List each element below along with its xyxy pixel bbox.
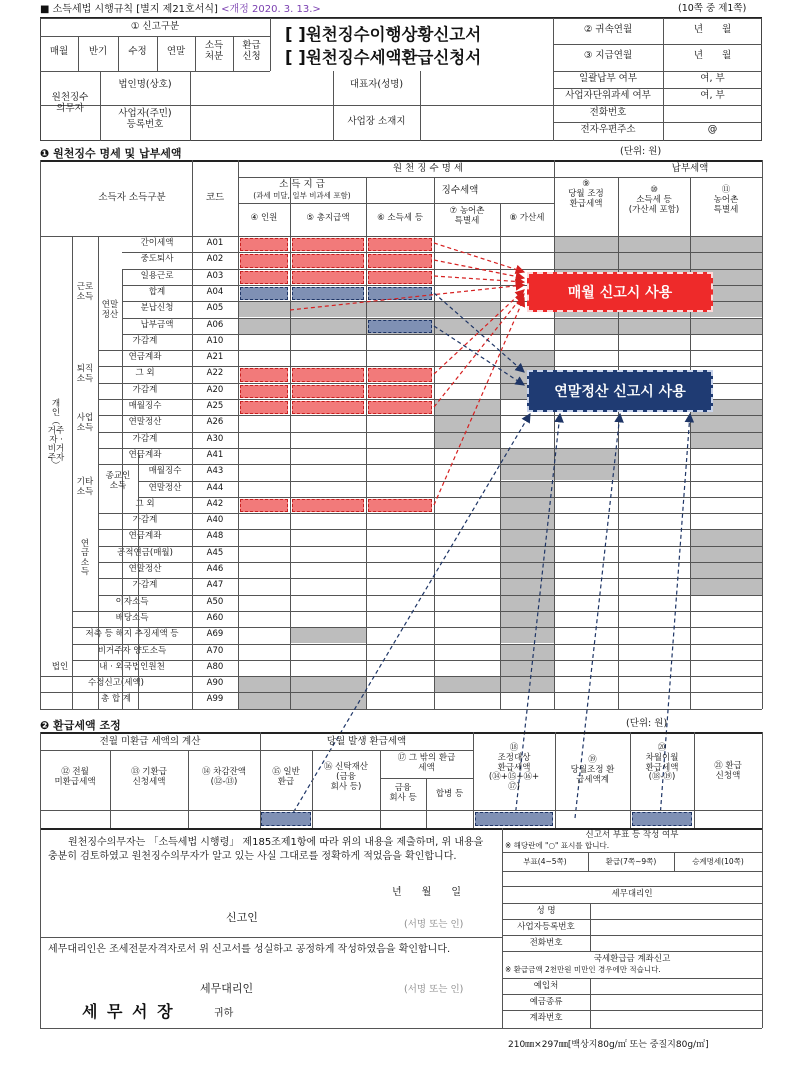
row-code: A05 (206, 303, 224, 314)
row-code: A99 (206, 694, 224, 705)
row-label: 가감계 (132, 335, 158, 346)
row-code: A40 (206, 515, 224, 526)
divider (502, 886, 762, 887)
row-code: A60 (206, 612, 224, 623)
row-label: 가감계 (132, 433, 158, 444)
col4: ④ 인원 (250, 213, 278, 223)
group-religious: 종교인 소득 (105, 471, 131, 491)
option-disposal[interactable]: 소득 처분 (204, 40, 224, 62)
row-label: 일용근로 (140, 270, 174, 281)
c16: ⑯ 신탁재산 (금융 회사 등) (323, 762, 369, 792)
corp-name-label: 법인명(상호) (118, 79, 172, 90)
col-income: 소 득 지 급 (279, 179, 325, 190)
row-label: 내 · 외국법인원천 (99, 661, 165, 672)
email-label: 전자우편주소 (580, 124, 636, 135)
rep-label: 대표자(성명) (349, 79, 404, 90)
col9: ⑨ 당월 조정 환급세액 (568, 179, 604, 209)
row-label: 중도퇴사 (140, 254, 174, 265)
row-label: 가감계 (132, 515, 158, 526)
c17: ⑰ 그 밖의 환급 세액 (397, 753, 456, 773)
row-code: A20 (206, 384, 224, 395)
yearend-callout: 연말정산 신고시 사용 (527, 370, 713, 412)
attach-item-1[interactable]: 부표(4~5쪽) (523, 857, 567, 866)
col-line (426, 778, 427, 828)
biz-no-label: 사업자(주민) 등록번호 (118, 108, 172, 130)
page-indicator: (10쪽 중 제1쪽) (678, 3, 747, 14)
row-label: 연금계좌 (128, 352, 162, 363)
rule-text: ■ 소득세법 시행규칙 [별지 제21호서식] (40, 4, 218, 15)
row-code: A48 (206, 531, 224, 542)
phone-label: 전화번호 (589, 107, 627, 118)
option-refund[interactable]: 환급 신청 (242, 40, 261, 62)
row-code: A02 (206, 254, 224, 265)
unit-tax-value[interactable]: 여, 부 (700, 90, 725, 101)
row-label: 연금계좌 (128, 449, 162, 460)
row-category: 법인 (51, 661, 69, 672)
col-line (762, 732, 763, 828)
divider (502, 994, 762, 995)
report-type-label: ① 신고구분 (130, 21, 180, 32)
row-label: 연말정산 (148, 482, 182, 493)
option-yearend[interactable]: 연말 (166, 46, 186, 57)
c17b: 합병 등 (435, 789, 464, 799)
agent-label: 세무대리인 (200, 982, 254, 995)
row-label: 저축 등 해지 추징세액 등 (85, 629, 179, 640)
divider (502, 978, 762, 979)
refund-row-account: 계좌번호 (529, 1013, 563, 1023)
divider (590, 978, 591, 1028)
divider (502, 852, 762, 853)
row-label: 총 합 계 (100, 694, 132, 705)
row-code: A21 (206, 352, 224, 363)
col10: ⑩ 소득세 등 (가산세 포함) (628, 185, 680, 215)
attribution-value[interactable]: 년 월 (693, 24, 732, 35)
c18-input[interactable] (475, 812, 553, 826)
divider (40, 937, 502, 938)
divider (40, 732, 762, 734)
row-label: 분납신청 (140, 303, 174, 314)
c13: ⑬ 기환급 신청세액 (131, 767, 167, 787)
attach-item-3[interactable]: 승계명세(10쪽) (692, 857, 744, 866)
col6: ⑥ 소득세 등 (377, 213, 423, 223)
group-business: 사업 소득 (76, 413, 94, 433)
row-code: A26 (206, 417, 224, 428)
col-type: 소득자 소득구분 (98, 192, 166, 203)
group-installment: 연말 정산 (101, 300, 119, 320)
unit-tax-label: 사업자단위과세 여부 (565, 90, 651, 101)
row-code: A41 (206, 449, 224, 460)
divider (40, 810, 762, 811)
row-code: A69 (206, 629, 224, 640)
row-label: 연말정산 (128, 417, 162, 428)
row-code: A01 (206, 238, 224, 248)
c12: ⑫ 전월 미환급세액 (54, 767, 96, 787)
divider (40, 828, 41, 1028)
option-amend[interactable]: 수정 (128, 46, 147, 57)
declaration-date[interactable]: 년 월 일 (392, 887, 461, 898)
row-code: A43 (206, 466, 224, 477)
divider (502, 1010, 762, 1011)
agent-row-bizno: 사업자등록번호 (517, 922, 575, 932)
row-code: A80 (206, 661, 224, 672)
row-code: A90 (206, 678, 224, 689)
group-individual: 개 인 ︵ 거주 자 · 비거 주자 ︶ (47, 399, 65, 472)
withholding-header: 원 천 징 수 명 세 (392, 163, 464, 174)
refund-row-bank: 예입처 (533, 981, 559, 991)
agent-text: 세무대리인은 조세전문자격자로서 위 신고서를 성실하고 공정하게 작성하였음을 확인합니다. (48, 944, 451, 955)
row-code: A30 (206, 433, 224, 444)
row-label: 합계 (148, 286, 166, 297)
group-retire: 퇴직 소득 (76, 364, 94, 384)
reporter-sign[interactable]: (서명 또는 인) (404, 919, 464, 930)
row-label: 간이세액 (140, 238, 174, 248)
row-label: 배당소득 (115, 612, 149, 623)
row-code: A44 (206, 482, 224, 493)
row-label: 매월징수 (128, 401, 162, 411)
col7: ⑦ 농어촌 특별세 (449, 206, 485, 226)
c20-input[interactable] (632, 812, 692, 826)
office-label: 세 무 서 장 (82, 1002, 175, 1021)
group-pension: 연 금 소 득 (80, 539, 90, 578)
footer-spec: 210㎜×297㎜[백상지80g/㎡ 또는 중질지80g/㎡] (508, 1040, 709, 1050)
row-label: 가감계 (132, 580, 158, 591)
c20: ⑳ 차월이월 환급세액 (⑱-⑲) (645, 743, 679, 783)
col-code: 코드 (205, 192, 225, 203)
c21: ㉑ 환급 신청액 (714, 761, 742, 781)
refund-note: ※ 환급금액 2천만원 미만인 경우에만 적습니다. (505, 965, 661, 974)
payer-label: 원천징수 의무자 (51, 92, 89, 114)
c17a: 금융 회사 등 (389, 783, 417, 803)
payment-label: ③ 지급연월 (583, 50, 633, 61)
divider (502, 919, 762, 920)
row-label: 연금계좌 (128, 531, 162, 542)
row-code: A22 (206, 368, 224, 379)
reporter-label: 신고인 (226, 911, 258, 924)
row-label: 매월징수 (148, 466, 182, 477)
row-label: 공적연금(매월) (117, 547, 173, 558)
row-code: A03 (206, 270, 224, 281)
attach-note: ※ 해당란에 "○" 표시를 합니다. (505, 841, 610, 850)
section2-title: ❷ 환급세액 조정 (40, 719, 121, 732)
row-code: A42 (206, 498, 224, 509)
address-label: 사업장 소재지 (347, 116, 406, 127)
c18: ⑱ 조정대상 환급세액 (⑭+⑮+⑯+ ⑰) (488, 743, 540, 793)
agent-box-title: 세무대리인 (611, 889, 653, 899)
row-code: A46 (206, 564, 224, 574)
curr-group: 당월 발생 환급세액 (326, 736, 407, 747)
divider (40, 750, 473, 751)
row-label: 연말정산 (128, 564, 162, 574)
attach-item-2[interactable]: 환급(7쪽~9쪽) (605, 857, 657, 866)
row-label: 이자소득 (115, 596, 149, 607)
email-value[interactable]: @ (707, 124, 718, 135)
declaration-text: 원천징수의무자는 「소득세법 시행령」 제185조제1항에 따라 위의 내용을 제출하며, 위 내용을 충분히 검토하였고 원천징수의무자가 알고 있는 사실 그대로를 정확하게 적었음을 확인합니다. (48, 837, 484, 862)
agent-row-name: 성 명 (536, 906, 556, 916)
red-arrows (290, 243, 524, 505)
agent-sign[interactable]: (서명 또는 인) (404, 984, 464, 995)
section2-unit: (단위: 원) (626, 718, 668, 729)
group-labor: 근로 소득 (76, 282, 94, 302)
group-other: 기타 소득 (76, 477, 94, 497)
honorific: 귀하 (214, 1008, 234, 1019)
attach-title: 신고서 부표 등 작성 여부 (585, 830, 679, 840)
col-income-note: (과세 미달, 일부 비과세 포함) (253, 191, 351, 200)
divider (502, 951, 762, 952)
col-line (188, 750, 189, 828)
revision-text: <개정 2020. 3. 13.> (221, 4, 321, 15)
divider (502, 903, 762, 904)
title-line2: [ ]원천징수세액환급신청서 (285, 48, 482, 67)
c15: ⑮ 일반 환급 (272, 767, 300, 787)
divider (502, 871, 762, 872)
divider (502, 935, 762, 936)
refund-title: 국세환급금 계좌신고 (593, 954, 671, 964)
payment-header: 납부세액 (671, 163, 709, 174)
col-line (110, 750, 111, 828)
row-code: A06 (206, 319, 224, 330)
col8: ⑧ 가산세 (509, 213, 545, 223)
divider (762, 828, 763, 1028)
row-label: 그 외 (135, 498, 155, 509)
row-code: A50 (206, 596, 224, 607)
row-code: A70 (206, 645, 224, 656)
payment-value[interactable]: 년 월 (693, 50, 732, 61)
agent-row-phone: 전화번호 (529, 938, 563, 948)
row-label: 그 외 (135, 368, 155, 379)
prev-group: 전월 미환급 세액의 계산 (99, 736, 201, 747)
row-code: A25 (206, 401, 224, 411)
title-line1: [ ]원천징수이행상황신고서 (285, 25, 482, 44)
col-tax: 징수세액 (441, 185, 479, 196)
section1-unit: (단위: 원) (620, 146, 662, 157)
row-label: 비거주자 양도소득 (97, 645, 167, 656)
row-code: A45 (206, 547, 224, 558)
row-label: 수정신고(세액) (88, 678, 144, 689)
option-half[interactable]: 반기 (88, 46, 108, 57)
col11: ⑪ 농어촌 특별세 (713, 185, 739, 215)
row-code: A04 (206, 286, 224, 297)
attribution-label: ② 귀속연월 (583, 24, 633, 35)
row-label: 납부금액 (140, 319, 174, 330)
option-monthly[interactable]: 매월 (49, 46, 69, 57)
row-label: 가감계 (132, 384, 158, 395)
lump-value[interactable]: 여, 부 (700, 73, 725, 84)
divider (40, 1028, 762, 1029)
c19: ⑲ 당월조정 환 급세액계 (570, 755, 615, 785)
row-code: A47 (206, 580, 224, 591)
col5: ⑤ 총지급액 (306, 213, 350, 223)
c15-input[interactable] (261, 812, 311, 826)
divider (590, 903, 591, 951)
section1-title: ❶ 원천징수 명세 및 납부세액 (40, 147, 182, 160)
refund-row-type: 예금종류 (529, 997, 563, 1007)
monthly-callout: 매월 신고시 사용 (527, 272, 713, 312)
row-code: A10 (206, 335, 224, 346)
c14: ⑭ 차감잔액 (⑫-⑬) (201, 767, 247, 787)
lump-label: 일괄납부 여부 (578, 73, 638, 84)
